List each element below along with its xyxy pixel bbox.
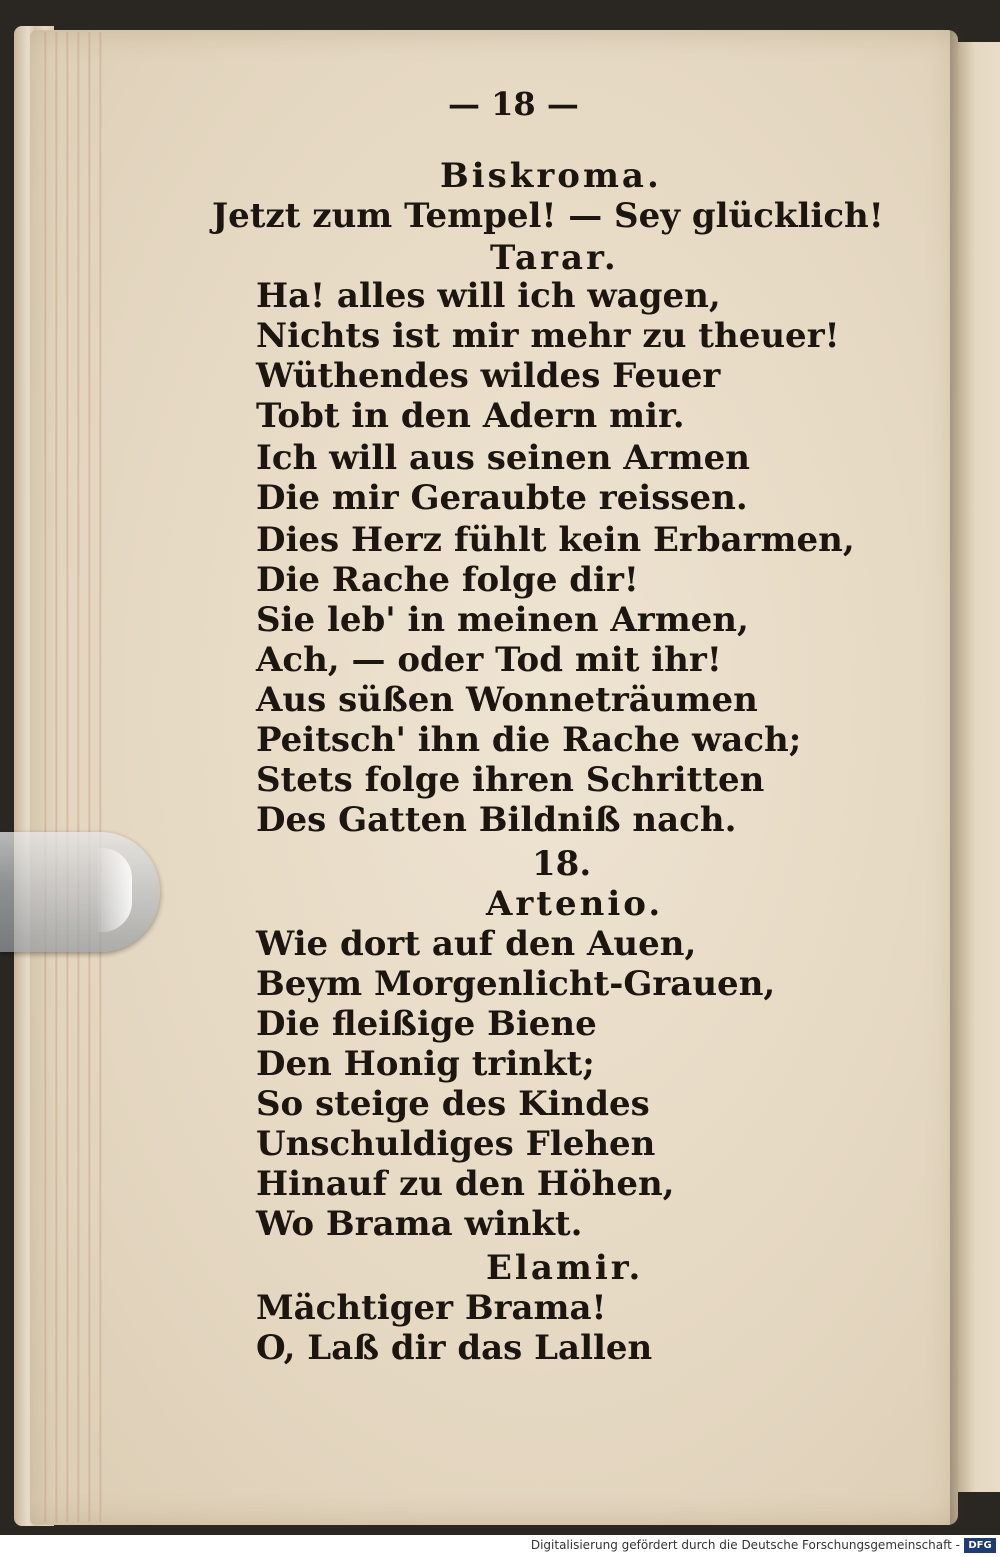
verse-line: Sie leb' in meinen Armen, [256, 600, 749, 640]
verse-line: Hinauf zu den Höhen, [256, 1164, 675, 1204]
speaker-artenio: Artenio. [486, 884, 664, 924]
verse-line: Tobt in den Adern mir. [256, 396, 685, 436]
verse-line: Wie dort auf den Auen, [256, 924, 697, 964]
verse-line: Dies Herz fühlt kein Erbarmen, [256, 520, 855, 560]
verse-line: Ach, — oder Tod mit ihr! [256, 640, 722, 680]
verse-line: Ha! alles will ich wagen, [256, 276, 721, 316]
verse-line: Ich will aus seinen Armen [256, 438, 750, 478]
verse-line: Die fleißige Biene [256, 1004, 597, 1044]
verse-line: So steige des Kindes [256, 1084, 650, 1124]
funding-credit: Digitalisierung gefördert durch die Deutsche Forschungsgemeinschaft - [530, 1538, 960, 1552]
verse-line: Den Honig trinkt; [256, 1044, 595, 1084]
verse-line: Wüthendes wildes Feuer [256, 356, 721, 396]
page-number: — 18 — [448, 85, 579, 123]
verse-line: Unschuldiges Flehen [256, 1124, 656, 1164]
speaker-tarar: Tarar. [490, 238, 619, 278]
speaker-elamir: Elamir. [486, 1248, 644, 1288]
speaker-biskroma: Biskroma. [440, 156, 662, 196]
verse-line: Die Rache folge dir! [256, 560, 639, 600]
footer-bar [0, 1535, 1000, 1557]
verse-line: Jetzt zum Tempel! — Sey glücklich! [212, 196, 884, 236]
dfg-logo: DFG [964, 1538, 996, 1553]
verse-line: Stets folge ihren Schritten [256, 760, 765, 800]
verse-line: Wo Brama winkt. [256, 1204, 583, 1244]
verse-line: Die mir Geraubte reissen. [256, 478, 748, 518]
verse-line: Des Gatten Bildniß nach. [256, 800, 737, 840]
verse-line: O, Laß dir das Lallen [256, 1328, 653, 1368]
verse-line: Beym Morgenlicht-Grauen, [256, 964, 776, 1004]
verse-line: Peitsch' ihn die Rache wach; [256, 720, 802, 760]
verse-line: Mächtiger Brama! [256, 1288, 607, 1328]
verse-line: Nichts ist mir mehr zu theuer! [256, 316, 840, 356]
verse-line: Aus süßen Wonneträumen [256, 680, 758, 720]
section-number: 18. [532, 844, 592, 884]
